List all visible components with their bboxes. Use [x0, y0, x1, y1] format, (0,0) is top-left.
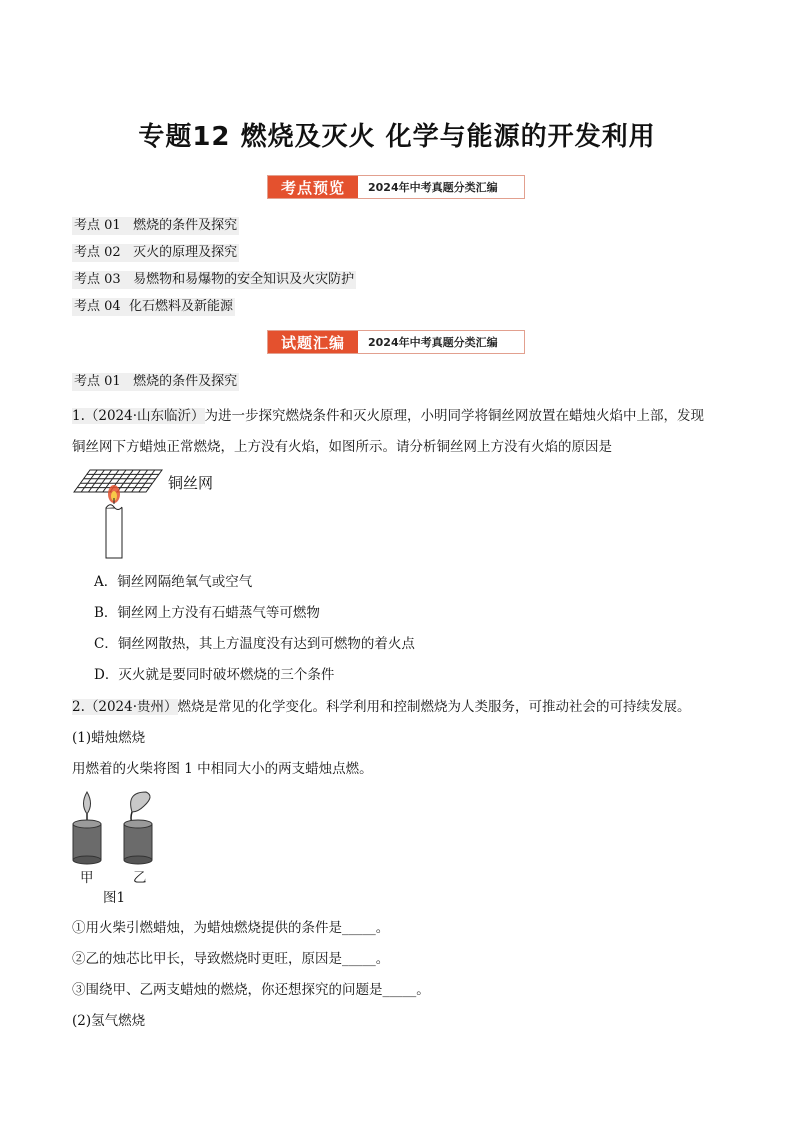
option-c: C．铜丝网散热，其上方温度没有达到可燃物的着火点: [94, 636, 415, 652]
topic-item: 考点 02 灭火的原理及探究: [74, 245, 238, 260]
question-source: 1.（2024·山东临沂）: [72, 408, 205, 424]
question-1-line-1: [72, 406, 704, 426]
candle-yi-icon: [124, 792, 152, 864]
question-text: 为进一步探究燃烧条件和灭火原理，小明同学将铜丝网放置在蜡烛火焰中上部，发现: [204, 408, 705, 424]
question-source: 2.（2024·贵州）: [72, 699, 178, 715]
banner-subtitle: 2024年中考真题分类汇编: [368, 336, 498, 349]
figure-caption: 图1: [103, 890, 126, 906]
section-heading: 考点 01 燃烧的条件及探究: [74, 374, 238, 389]
topic-item: 考点 03 易燃物和易爆物的安全知识及火灾防护: [74, 272, 355, 287]
option-d: D．灭火就是要同时破坏燃烧的三个条件: [94, 667, 335, 683]
candle-icon: [106, 498, 122, 558]
flame-icon: [131, 792, 150, 812]
candle-jia-label: 甲: [80, 870, 94, 886]
topic-item: 考点 04 化石燃料及新能源: [74, 299, 233, 314]
flame-icon: [84, 792, 91, 814]
sub-question-1: ①用火柴引燃蜡烛，为蜡烛燃烧提供的条件是_____。: [72, 920, 390, 936]
option-b: B．铜丝网上方没有石蜡蒸气等可燃物: [94, 605, 320, 621]
candle-yi-label: 乙: [133, 870, 147, 886]
topic-item: 考点 01 燃烧的条件及探究: [74, 218, 238, 233]
banner-subtitle: 2024年中考真题分类汇编: [368, 181, 498, 194]
question-1-line-2: 铜丝网下方蜡烛正常燃烧，上方没有火焰，如图所示。请分析铜丝网上方没有火焰的原因是: [72, 439, 612, 455]
part-2-heading: (2)氢气燃烧: [72, 1013, 146, 1029]
banner-tag: 考点预览: [268, 176, 358, 198]
part-1-instruction: 用燃着的火柴将图 1 中相同大小的两支蜡烛点燃。: [72, 761, 373, 777]
banner-tag: 试题汇编: [268, 331, 358, 353]
candle-jia-icon: [73, 792, 101, 864]
preview-banner: [267, 175, 525, 199]
question-text: 燃烧是常见的化学变化。科学利用和控制燃烧为人类服务，可推动社会的可持续发展。: [177, 699, 691, 715]
question-2-line-1: [72, 697, 691, 717]
part-1-heading: (1)蜡烛燃烧: [72, 730, 146, 746]
sub-question-2: ②乙的烛芯比甲长，导致燃烧时更旺，原因是_____。: [72, 951, 390, 967]
copper-mesh-label: 铜丝网: [168, 474, 214, 492]
two-candles-figure: [66, 790, 176, 865]
sub-question-3: ③围绕甲、乙两支蜡烛的燃烧，你还想探究的问题是_____。: [72, 982, 430, 998]
page-title: 专题12 燃烧及灭火 化学与能源的开发利用: [138, 122, 656, 152]
option-a: A．铜丝网隔绝氧气或空气: [94, 574, 253, 590]
compilation-banner: [267, 330, 525, 354]
